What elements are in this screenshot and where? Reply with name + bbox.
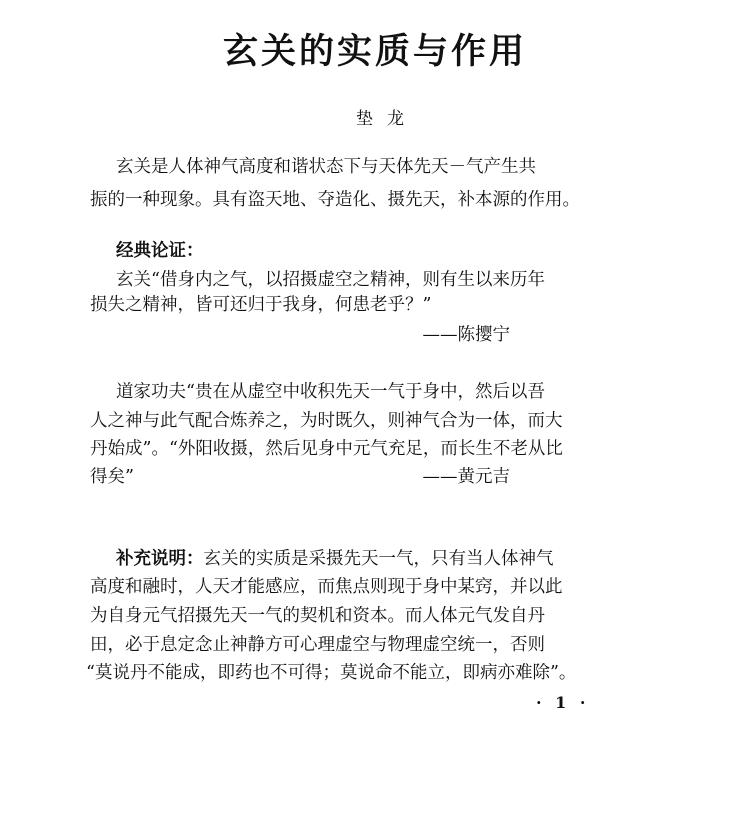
supplement-line-1 bbox=[116, 551, 554, 569]
quote2-line-2: 人之神与此气配合炼养之，为时既久，则神气合为一体，而大 bbox=[90, 411, 563, 431]
supplement-line-3: 为自身元气招摄先天一气的契机和资本。而人体元气发自丹 bbox=[90, 606, 545, 626]
supplement-line-2: 高度和融时，人天才能感应，而焦点则现于身中某窍，并以此 bbox=[90, 577, 563, 597]
page-number: · 1 · bbox=[536, 693, 590, 712]
page-title: 玄关的实质与作用 bbox=[222, 32, 527, 72]
quote2-line-1: 道家功夫“贵在从虚空中收积先天一气于身中，然后以吾 bbox=[116, 382, 545, 402]
classics-heading: 经典论证： bbox=[116, 241, 204, 261]
supplement-line-4: 田，必于息定念止神静方可心理虚空与物理虚空统一，否则 bbox=[90, 635, 545, 655]
quote2-line-3: 丹始成”。“外阳收摄，然后见身中元气充足，而长生不老从比 bbox=[90, 439, 563, 459]
quote2-attribution: ——黄元吉 bbox=[422, 467, 510, 487]
supplement-label: 补充说明： bbox=[116, 549, 204, 569]
author-name: 垫龙 bbox=[356, 109, 418, 129]
quote1-line-2: 损失之精神，皆可还归于我身，何患老乎？” bbox=[90, 295, 432, 315]
quote1-line-1: 玄关“借身内之气，以招摄虚空之精神，则有生以来历年 bbox=[116, 270, 545, 290]
intro-line-2: 振的一种现象。具有盗天地、夺造化、摄先天，补本源的作用。 bbox=[90, 190, 580, 210]
quote1-attribution: ——陈撄宁 bbox=[422, 325, 510, 345]
quote2-line-4: 得矣” bbox=[90, 467, 134, 487]
supplement-line-1-text: 玄关的实质是采摄先天一气，只有当人体神气 bbox=[203, 549, 554, 569]
supplement-line-5: “莫说丹不能成，即药也不可得；莫说命不能立，即病亦难除”。 bbox=[86, 663, 577, 683]
intro-line-1: 玄关是人体神气高度和谐状态下与天体先天－气产生共 bbox=[116, 157, 536, 177]
